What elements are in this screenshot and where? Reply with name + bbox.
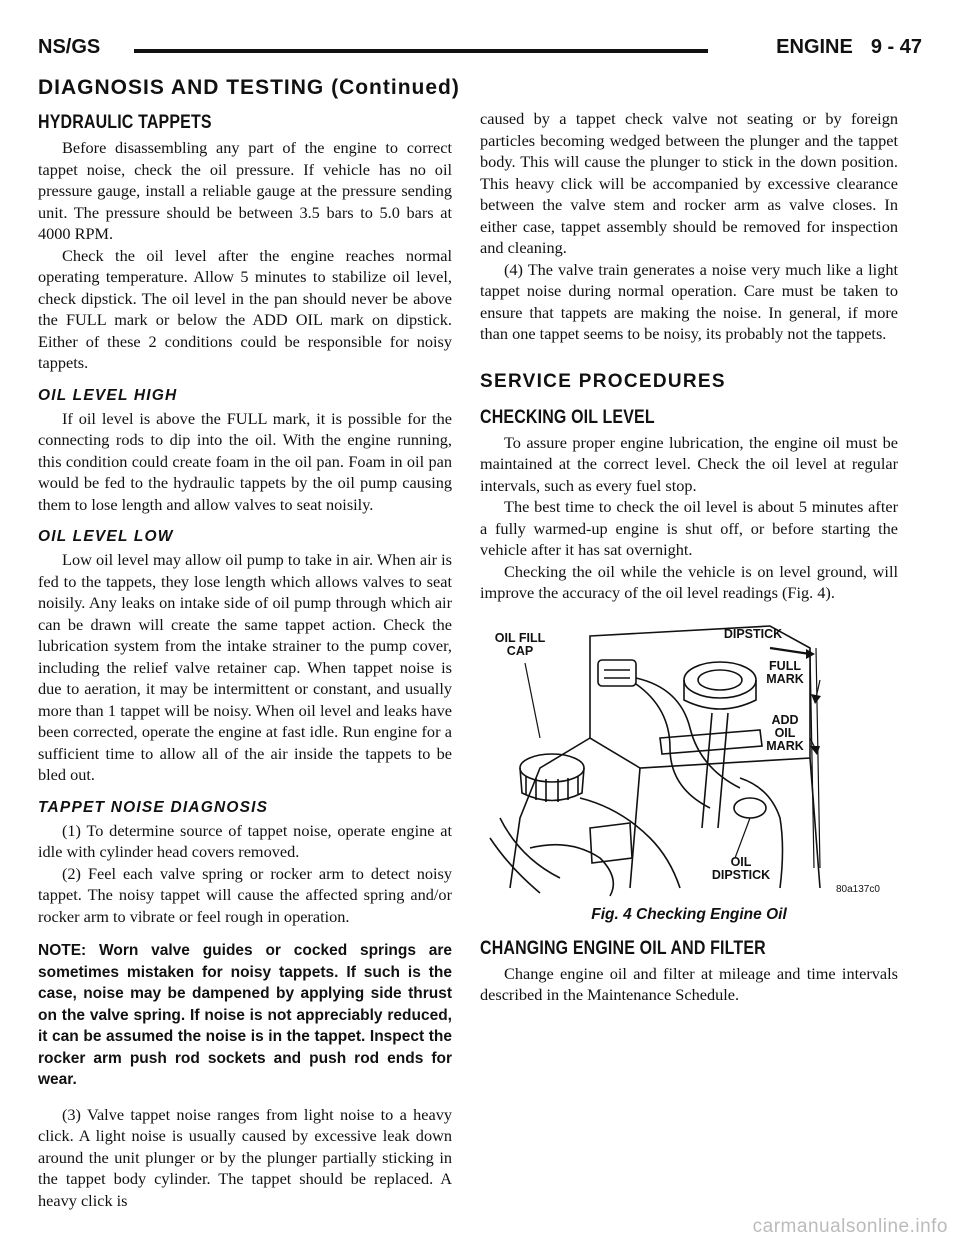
right-column: [480, 108, 898, 1006]
heading-changing-engine-oil: CHANGING ENGINE OIL AND FILTER: [480, 937, 766, 959]
paragraph: Check the oil level after the engine reaches normal operating temperature. Allow 5 minutes to stabilize oil level, check dipstick. The oil level in the pan should never be above the FULL mark or below the ADD OIL mark on dipstick. Either of these 2 conditions could be responsible for noisy tappets.: [38, 245, 452, 372]
paragraph: (2) Feel each valve spring or rocker arm to detect noisy tappet. The noisy tappet will cause the affected spring and/or rocker arm to vibrate or feel rough in operation.: [38, 863, 452, 926]
section-name: ENGINE: [776, 36, 853, 58]
paragraph: Before disassembling any part of the engine to correct tappet noise, check the oil pressure. If vehicle has no oil pressure gauge, install a reliable gauge at the pressure sending unit. The pressure should be between 3.5 bars to 5.0 bars at 4000 RPM.: [38, 138, 452, 243]
paragraph: Low oil level may allow oil pump to take in air. When air is fed to the tappets, they lose length which allows valves to seat noisily. Any leaks on intake side of oil pump through which air can be drawn will create the same tappet action. Check the lubrication system from the intake strainer to the pump cover, including the relief valve retainer cap. When tappet noise is due to aeration, it may be intermittent or constant, and usually more than 1 tappet will be noisy. When oil level and leaks have been corrected, operate the engine at fast idle. Run engine for a sufficient time to allow all of the air inside the tappets to be bled out.: [38, 550, 452, 784]
paragraph: To assure proper engine lubrication, the engine oil must be maintained at the correct level. Check the oil level at regular intervals, such as every fuel stop.: [480, 432, 898, 495]
paragraph: caused by a tappet check valve not seating or by foreign particles becoming wedged between the plunger and the tappet body. This will cause the plunger to stick in the down position. This heavy click will be accompanied by excessive clearance between the valve stem and rocker arm as valve closes. In either case, tappet assembly should be removed for inspection and cleaning.: [480, 109, 898, 257]
paragraph: Checking the oil while the vehicle is on level ground, will improve the accuracy of the oil level readings (Fig. 4).: [480, 561, 898, 602]
paragraph: (4) The valve train generates a noise very much like a light tappet noise during normal operation. Care must be taken to ensure that tappets are making the noise. In general, if more than one tappet seems to be noisy, its probably not the tappets.: [480, 259, 898, 343]
heading-checking-oil-level: CHECKING OIL LEVEL: [480, 406, 655, 428]
header-rule: [134, 49, 708, 53]
label-oil-dipstick: OIL DIPSTICK: [711, 854, 771, 882]
heading-oil-level-low: OIL LEVEL LOW: [38, 528, 174, 545]
label-full-mark: FULL MARK: [766, 658, 804, 686]
note-block: NOTE: Worn valve guides or cocked springs are sometimes mistaken for noisy tappets. If such is the case, noise may be dampened by applying side thrust on the valve spring. If noise is not appreciably reduced, it can be assumed the noise is in the tappet. Inspect the rocker arm push rod sockets and push rod ends for wear.: [38, 942, 452, 1088]
figure-code: 80a137c0: [836, 883, 880, 895]
paragraph: (1) To determine source of tappet noise, operate engine at idle with cylinder head covers removed.: [38, 820, 452, 861]
paragraph: Change engine oil and filter at mileage and time intervals described in the Maintenance Schedule.: [480, 963, 898, 1004]
label-add-oil-mark: ADD OIL MARK: [766, 712, 804, 753]
model-code: NS/GS: [38, 36, 101, 58]
heading-service-procedures: SERVICE PROCEDURES: [480, 370, 726, 392]
figure-checking-engine-oil: [480, 618, 898, 898]
watermark: carmanualsonline.info: [752, 1216, 948, 1237]
continued-title: DIAGNOSIS AND TESTING (Continued): [38, 76, 460, 99]
label-dipstick: DIPSTICK: [723, 626, 783, 641]
header-right: [776, 36, 922, 59]
paragraph: The best time to check the oil level is about 5 minutes after a fully warmed-up engine is shut off, or before starting the vehicle after it has sat overnight.: [480, 497, 898, 559]
paragraph: If oil level is above the FULL mark, it is possible for the connecting rods to dip into the oil. With the engine running, this condition could create foam in the oil pan. Foam in oil pan would be fed to the hydraulic tappets by the oil pump causing them to lose length and allow valves to seat noisily.: [38, 408, 452, 514]
figure-caption: Fig. 4 Checking Engine Oil: [591, 905, 787, 923]
page-number: 9 - 47: [870, 36, 922, 58]
page-header: [38, 36, 922, 66]
heading-hydraulic-tappets: HYDRAULIC TAPPETS: [38, 112, 212, 133]
paragraph: (3) Valve tappet noise ranges from light noise to a heavy click. A light noise is usually caused by excessive leak down around the unit plunger or by the plunger partially sticking in the tappet body cylinder. The tappet should be replaced. A heavy click is: [38, 1104, 452, 1210]
left-column: [38, 108, 452, 1211]
engine-illustration: [480, 618, 898, 898]
heading-oil-level-high: OIL LEVEL HIGH: [38, 386, 178, 404]
label-oil-fill-cap: OIL FILL CAP: [494, 630, 546, 658]
heading-tappet-noise-diagnosis: TAPPET NOISE DIAGNOSIS: [38, 798, 269, 816]
